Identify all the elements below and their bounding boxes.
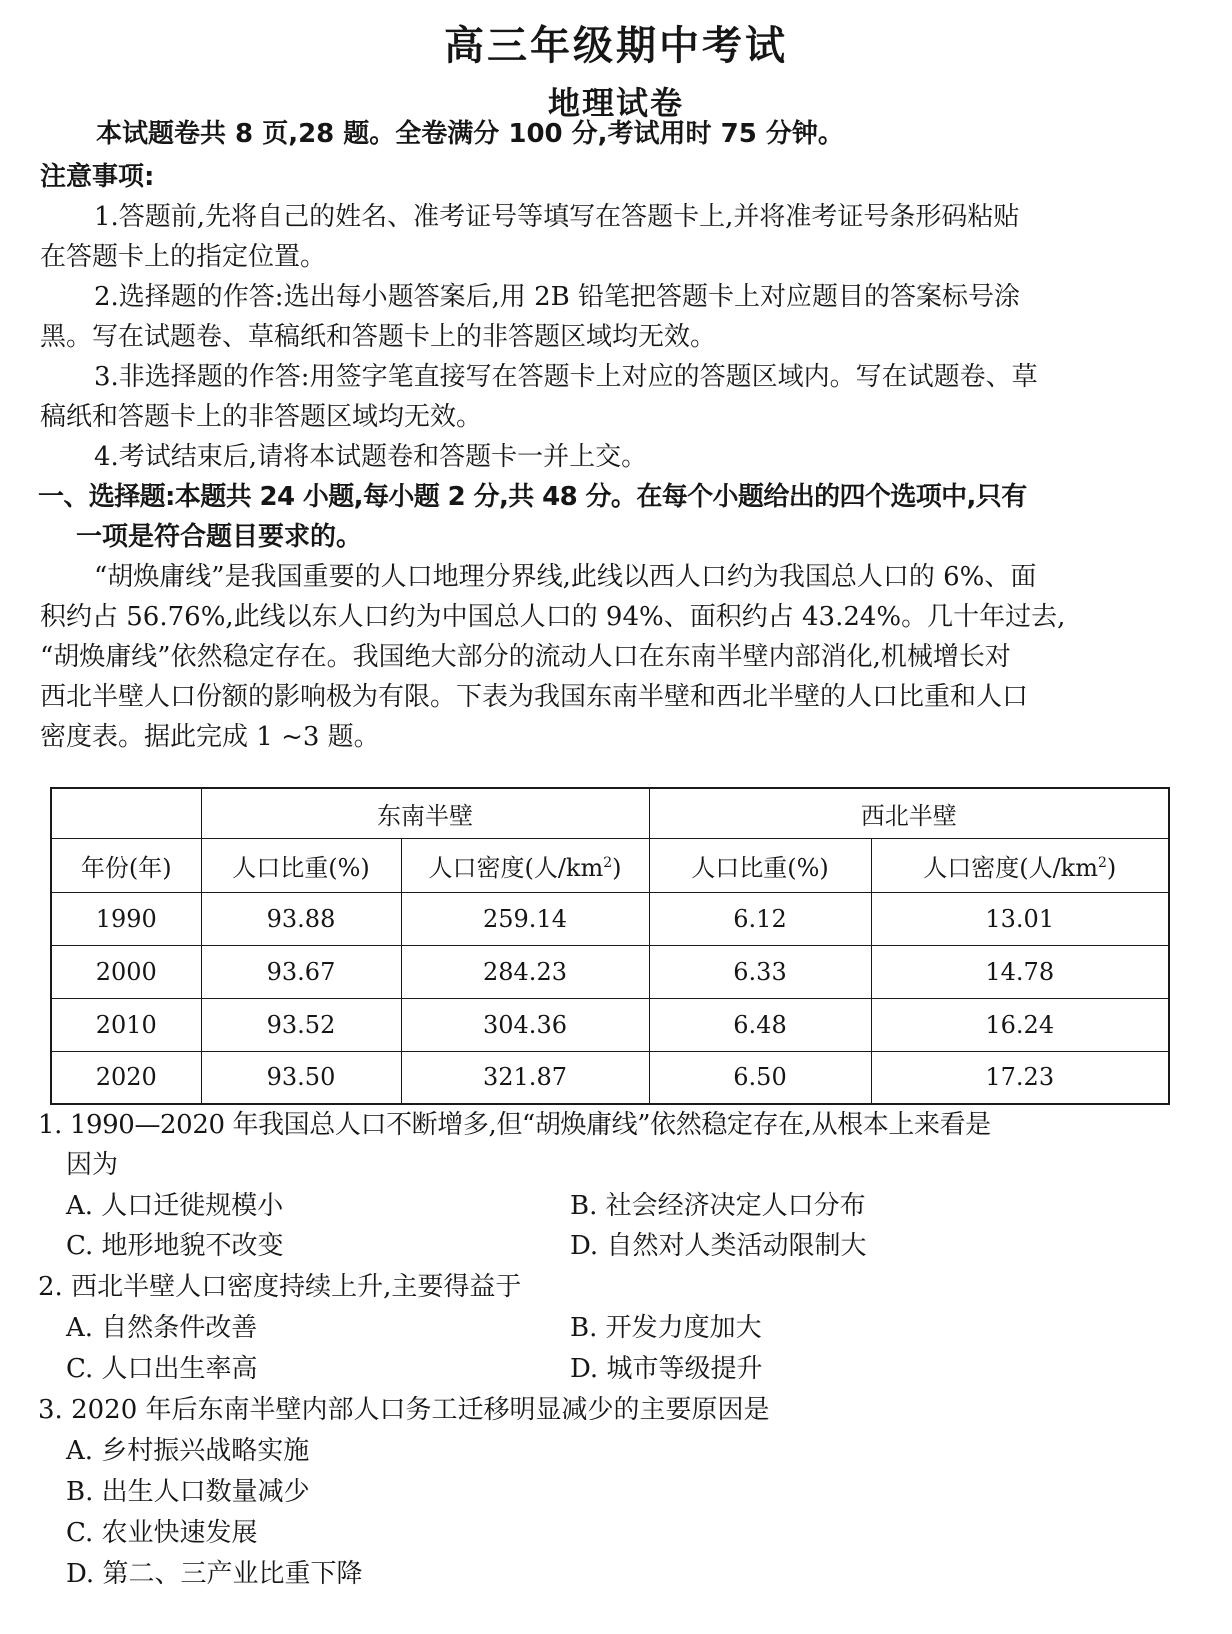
col-header-nw-share: 人口比重(%) [649,838,871,892]
cell-nw-density: 17.23 [871,1051,1169,1104]
cell-se-density: 284.23 [401,945,649,998]
group-header-northwest: 西北半壁 [649,788,1169,838]
note-line: 在答题卡上的指定位置。 [40,242,327,272]
note-line: 黑。写在试题卷、草稿纸和答题卡上的非答题区域均无效。 [40,322,717,352]
table-group-header-row [51,788,1169,838]
section-heading-cont: 一项是符合题目要求的。 [76,522,363,552]
question-3-option-c: C. 农业快速发展 [66,1518,258,1548]
col-header-nw-density: 人口密度(人$/km^2$) [871,838,1169,892]
cell-nw-density: 13.01 [871,892,1169,945]
question-2-option-a: A. 自然条件改善 [66,1313,258,1343]
exam-summary: 本试题卷共 8 页,28 题。全卷满分 100 分,考试用时 75 分钟。 [96,119,844,149]
question-2-option-c: C. 人口出生率高 [66,1354,258,1384]
cell-se-share: 93.50 [201,1051,401,1104]
table-row [51,1051,1169,1104]
question-3-option-a: A. 乡村振兴战略实施 [66,1436,310,1466]
question-1-option-a: A. 人口迁徙规模小 [66,1191,284,1221]
note-line: 稿纸和答题卡上的非答题区域均无效。 [40,402,483,432]
cell-nw-share: 6.12 [649,892,871,945]
table-row [51,998,1169,1051]
table-corner-cell [51,788,201,838]
question-3-stem: 3. 2020 年后东南半壁内部人口务工迁移明显减少的主要原因是 [38,1395,770,1425]
question-2-option-d: D. 城市等级提升 [570,1354,763,1384]
col-header-se-share: 人口比重(%) [201,838,401,892]
cell-se-density: 304.36 [401,998,649,1051]
cell-nw-density: 16.24 [871,998,1169,1051]
col-header-year: 年份(年) [51,838,201,892]
cell-nw-share: 6.33 [649,945,871,998]
cell-year: 2000 [51,945,201,998]
question-2-stem: 2. 西北半壁人口密度持续上升,主要得益于 [38,1272,522,1302]
group-header-southeast: 东南半壁 [201,788,649,838]
question-1-stem: 1. 1990—2020 年我国总人口不断增多,但“胡焕庸线”依然稳定存在,从根本上来看是 [38,1110,991,1140]
table-column-header-row [51,838,1169,892]
question-2-option-b: B. 开发力度加大 [570,1313,762,1343]
cell-year: 1990 [51,892,201,945]
note-line: 4.考试结束后,请将本试题卷和答题卡一并上交。 [94,442,648,472]
question-3-option-b: B. 出生人口数量减少 [66,1477,310,1507]
note-line: 2.选择题的作答:选出每小题答案后,用 2B 铅笔把答题卡上对应题目的答案标号涂 [94,282,1021,312]
population-table [50,787,1170,1105]
passage-line: “胡焕庸线”是我国重要的人口地理分界线,此线以西人口约为我国总人口的 6%、面 [94,562,1037,592]
table-row [51,892,1169,945]
note-line: 3.非选择题的作答:用签字笔直接写在答题卡上对应的答题区域内。写在试题卷、草 [94,362,1038,392]
note-line: 1.答题前,先将自己的姓名、准考证号等填写在答题卡上,并将准考证号条形码粘贴 [94,202,1020,232]
cell-nw-share: 6.48 [649,998,871,1051]
cell-year: 2020 [51,1051,201,1104]
section-heading: 一、选择题:本题共 24 小题,每小题 2 分,共 48 分。在每个小题给出的四个选项中,只有 [38,482,1027,512]
cell-year: 2010 [51,998,201,1051]
cell-nw-density: 14.78 [871,945,1169,998]
exam-title: 高三年级期中考试 [444,23,788,69]
question-1-option-c: C. 地形地貌不改变 [66,1231,284,1261]
cell-se-share: 93.88 [201,892,401,945]
notes-heading: 注意事项: [40,162,155,192]
cell-se-share: 93.52 [201,998,401,1051]
cell-se-density: 321.87 [401,1051,649,1104]
cell-se-density: 259.14 [401,892,649,945]
table-row [51,945,1169,998]
passage-line: 密度表。据此完成 1 ~3 题。 [40,722,380,752]
passage-line: 积约占 56.76%,此线以东人口约为中国总人口的 94%、面积约占 43.24%。几十年过去, [40,602,1066,632]
cell-se-share: 93.67 [201,945,401,998]
passage-line: 西北半壁人口份额的影响极为有限。下表为我国东南半壁和西北半壁的人口比重和人口 [40,682,1029,712]
question-1-option-d: D. 自然对人类活动限制大 [570,1231,867,1261]
passage-line: “胡焕庸线”依然稳定存在。我国绝大部分的流动人口在东南半壁内部消化,机械增长对 [40,642,1011,672]
question-1-stem-cont: 因为 [66,1150,119,1180]
question-3-option-d: D. 第二、三产业比重下降 [66,1559,363,1589]
subject-title: 地理试卷 [547,84,684,122]
cell-nw-share: 6.50 [649,1051,871,1104]
col-header-se-density: 人口密度(人$/km^2$) [401,838,649,892]
question-1-option-b: B. 社会经济决定人口分布 [570,1191,866,1221]
